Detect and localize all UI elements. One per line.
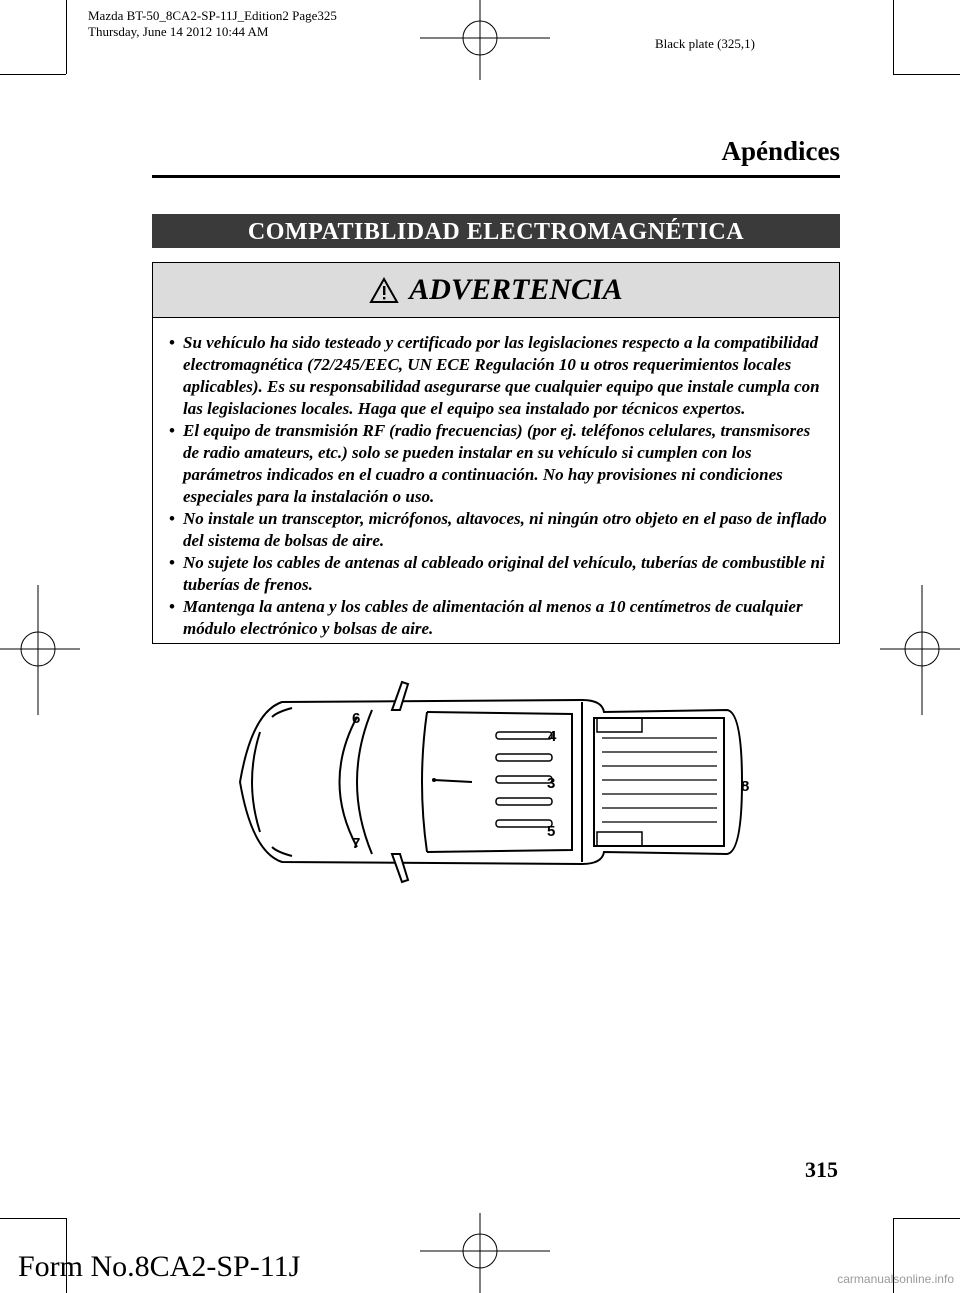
date-line: Thursday, June 14 2012 10:44 AM <box>88 24 269 39</box>
warning-item: • Mantenga la antena y los cables de alimentación al menos a 10 centímetros de cualquier módulo electrónico y bolsas de aire. <box>169 597 803 638</box>
bullet: • <box>169 333 175 352</box>
bullet: • <box>169 597 175 616</box>
form-number: Form No.8CA2-SP-11J <box>18 1250 301 1283</box>
callout-7: 7 <box>352 835 361 852</box>
callout-8: 8 <box>741 778 750 795</box>
bullet: • <box>169 553 175 572</box>
registration-mark-top <box>420 0 550 80</box>
warning-item: • El equipo de transmisión RF (radio frecuencias) (por ej. teléfonos celulares, transmisores de radio amateurs, etc.) solo se pueden instalar en su vehículo si cumplen con los parámetros indicados en el cuadro a continuación. No hay provisiones ni condiciones especiales para la instalación o uso. <box>169 421 811 506</box>
registration-mark-bottom <box>420 1213 550 1293</box>
registration-mark-right <box>880 585 960 715</box>
vehicle-top-view-figure <box>222 672 770 892</box>
callout-4: 4 <box>548 728 557 745</box>
bullet: • <box>169 509 175 528</box>
bullet: • <box>169 421 175 440</box>
warning-item: • No sujete los cables de antenas al cableado original del vehículo, tuberías de combustible ni tuberías de frenos. <box>169 553 825 594</box>
header-rule <box>152 175 840 178</box>
warning-item: • Su vehículo ha sido testeado y certificado por las legislaciones respecto a la compatibilidad electromagnética (72/245/EEC, UN ECE Regulación 10 u otros requerimientos locales aplicables). Es su responsabilidad asegurarse que cualquier equipo que instale cumpla con las legislaciones locales. Haga que el equipo sea instalado por técnicos expertos. <box>169 333 820 418</box>
warning-box <box>152 262 840 644</box>
section-title: Apéndices <box>721 136 840 166</box>
print-info <box>88 8 337 40</box>
warning-item: • No instale un transceptor, micrófonos, altavoces, ni ningún otro objeto en el paso de inflado del sistema de bolsas de aire. <box>169 509 827 550</box>
warning-list <box>153 318 839 640</box>
warning-header <box>153 263 839 318</box>
warning-triangle-icon <box>369 277 399 304</box>
page-number: 315 <box>805 1157 838 1182</box>
callout-6: 6 <box>352 710 361 727</box>
callout-5: 5 <box>547 823 556 840</box>
registration-mark-left <box>0 585 80 715</box>
plate-info: Black plate (325,1) <box>655 36 755 51</box>
doc-line: Mazda BT-50_8CA2-SP-11J_Edition2 Page325 <box>88 8 337 23</box>
warning-title: ADVERTENCIA <box>409 273 623 306</box>
watermark: carmanualsonline.info <box>837 1272 954 1286</box>
section-banner: COMPATIBLIDAD ELECTROMAGNÉTICA <box>152 214 840 248</box>
callout-3: 3 <box>547 775 556 792</box>
